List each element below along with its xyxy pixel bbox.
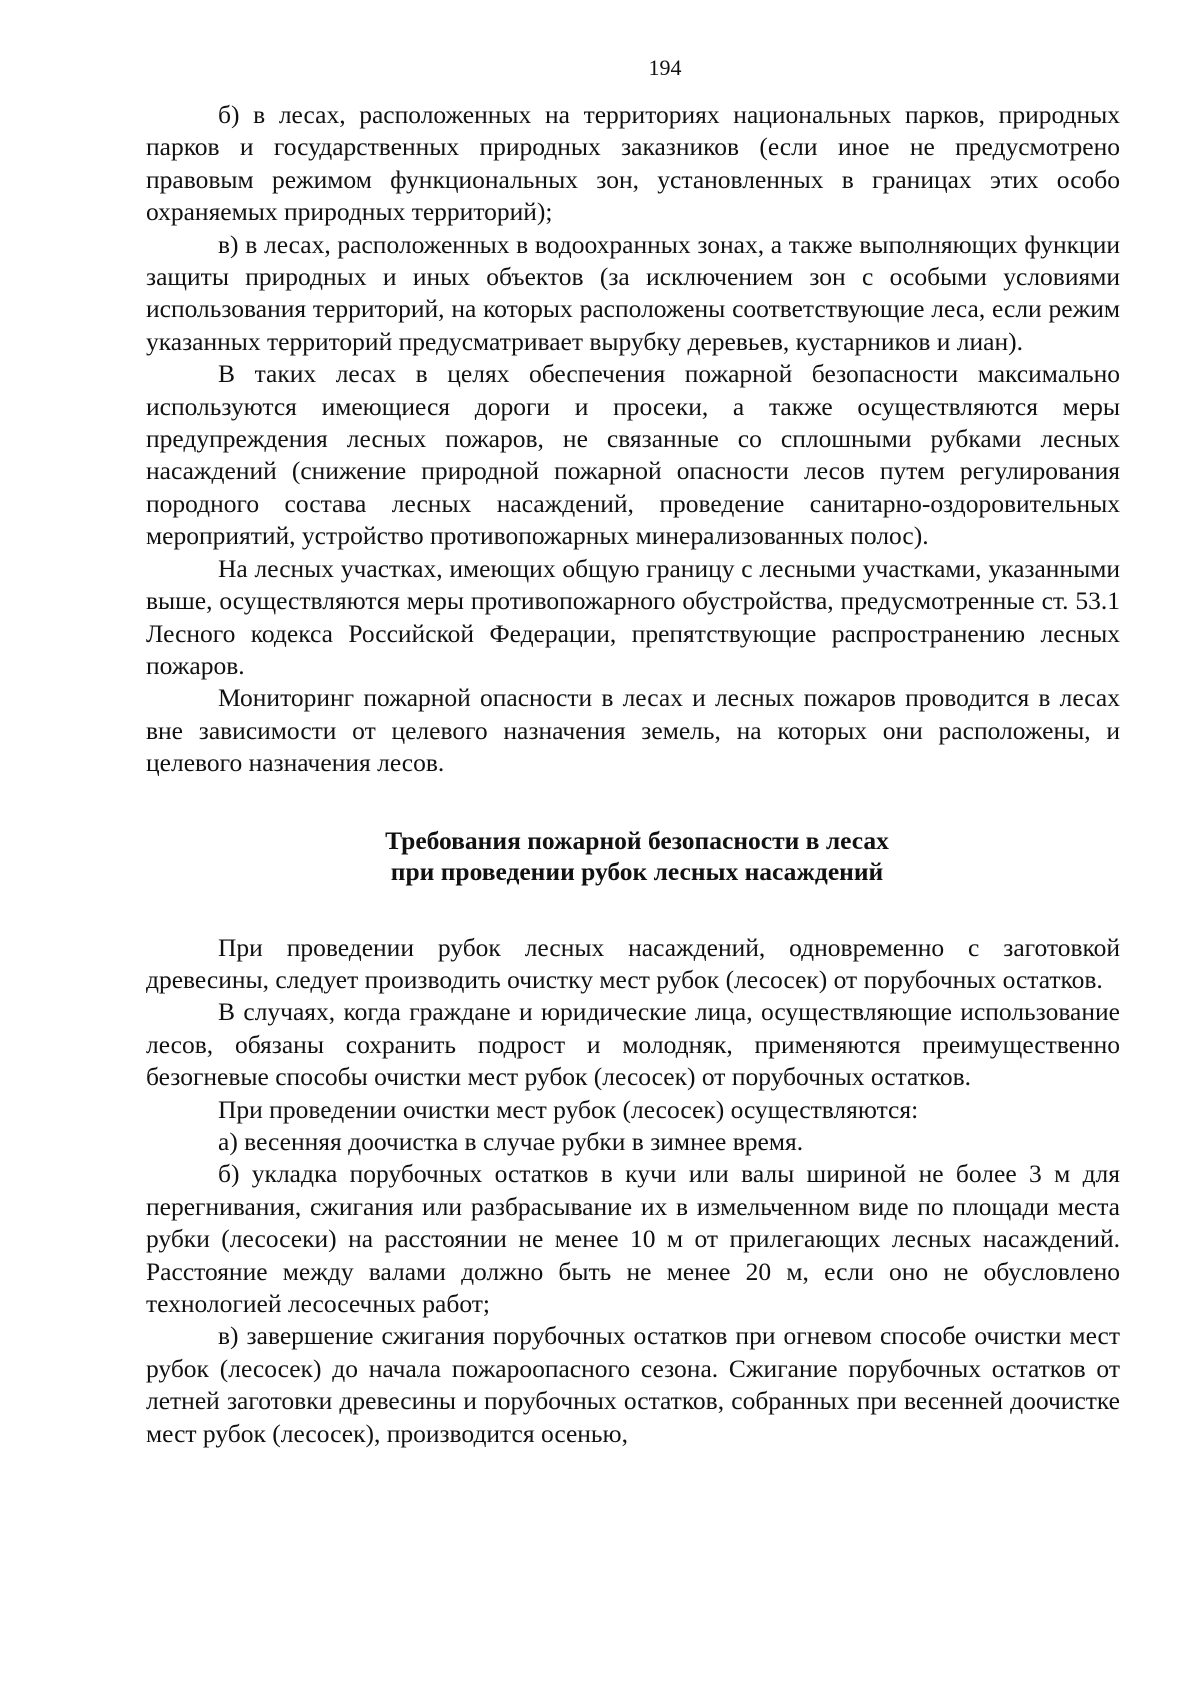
paragraph-clearing-residues: При проведении рубок лесных насаждений, одновременно с заготовкой древесины, следует производить очистку мест рубок (лесосек) от порубочных остатков. xyxy=(146,932,1120,994)
section-heading-line-1: Требования пожарной безопасности в лесах xyxy=(385,825,889,855)
paragraph-fire-safety-measures: В таких лесах в целях обеспечения пожарной безопасности максимально используются имеющиеся дороги и просеки, а также осуществляются меры предупреждения лесных пожаров, не связанные со сплошными рубками лесных насаждений (снижение природной пожарной опасности лесов путем регулирования породного состава лесных насаждений, проведение санитарно-оздоровительных мероприятий, устройство противопожарных минерализованных полос). xyxy=(146,359,1120,551)
list-item-v: в) завершение сжигания порубочных остатков при огневом способе очистки мест рубок (лесосек) до начала пожароопасного сезона. Сжигание порубочных остатков от летней заготовки древесины и порубочных остатков, собранных при весенней доочистке мест рубок (лесосек), производится осенью, xyxy=(146,1321,1120,1448)
list-item-a: а) весенняя доочистка в случае рубки в зимнее время. xyxy=(218,1126,804,1156)
paragraph-fireless-methods: В случаях, когда граждане и юридические лица, осуществляющие использование лесов, обязаны сохранить подрост и молодняк, применяются преимущественно безогневые способы очистки мест рубок (лесосек) от порубочных остатков. xyxy=(146,997,1120,1092)
paragraph-monitoring: Мониторинг пожарной опасности в лесах и лесных пожаров проводится в лесах вне зависимости от целевого назначения земель, на которых они расположены, и целевого назначения лесов. xyxy=(146,683,1120,778)
paragraph-national-parks: б) в лесах, расположенных на территориях национальных парков, природных парков и государственных природных заказников (если иное не предусмотрено правовым режимом функциональных зон, установленных в границах этих особо охраняемых природных территорий); xyxy=(146,100,1120,227)
section-heading-line-2: при проведении рубок лесных насаждений xyxy=(390,856,884,886)
paragraph-clearing-intro: При проведении очистки мест рубок (лесосек) осуществляются: xyxy=(218,1094,919,1124)
list-item-b: б) укладка порубочных остатков в кучи или валы шириной не более 3 м для перегнивания, сжигания или разбрасывание их в измельченном виде по площади места рубки (лесосеки) на расстоянии не менее 10 м от прилегающих лесных насаждений. Расстояние между валами должно быть не менее 20 м, если оно не обусловлено технологией лесосечных работ; xyxy=(146,1159,1120,1318)
paragraph-adjacent-plots: На лесных участках, имеющих общую границу с лесными участками, указанными выше, осуществляются меры противопожарного обустройства, предусмотренные ст. 53.1 Лесного кодекса Российской Федерации, препятствующие распространению лесных пожаров. xyxy=(146,553,1120,680)
paragraph-water-protection-zones: в) в лесах, расположенных в водоохранных зонах, а также выполняющих функции защиты природных и иных объектов (за исключением зон с особыми условиями использования территорий, на которых расположены соответствующие леса, если режим указанных территорий предусматривает вырубку деревьев, кустарников и лиан). xyxy=(146,229,1120,356)
page-number: 194 xyxy=(648,55,682,80)
section-heading xyxy=(146,825,1120,887)
